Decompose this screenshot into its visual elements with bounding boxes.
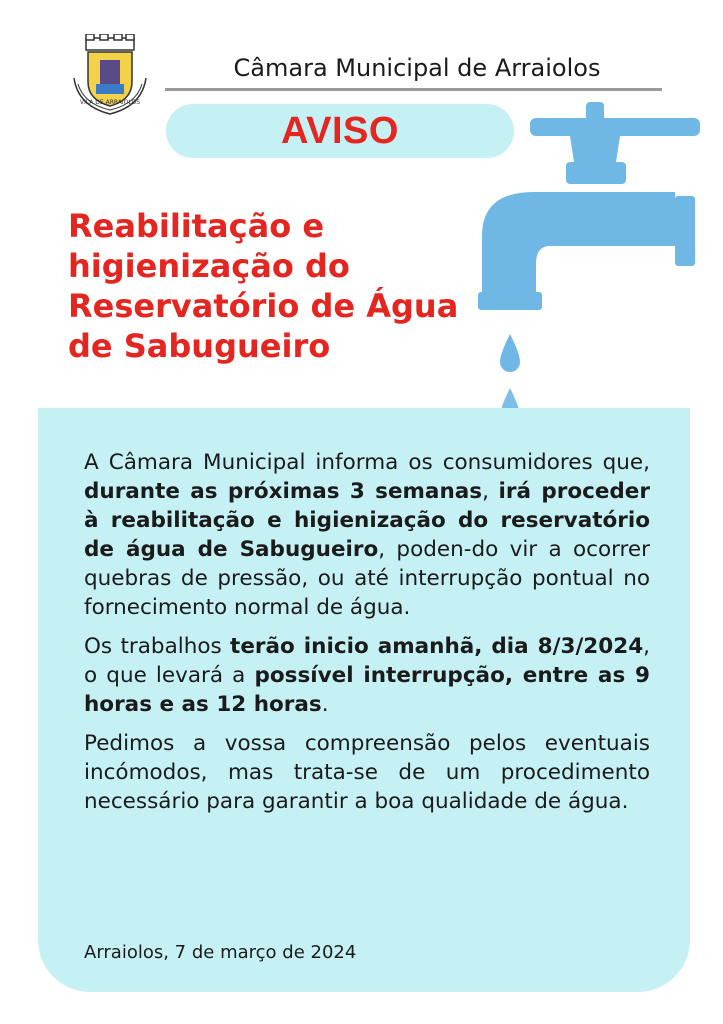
water-faucet-icon	[470, 96, 723, 456]
notice-label: AVISO	[281, 109, 399, 152]
body-emphasis: possível interrupção, entre as 9 horas e as 12 horas	[84, 663, 650, 717]
body-text: , o que levará a	[84, 634, 650, 688]
body-paragraph-3: Pedimos a vossa compreensão pelos eventuais incómodos, mas trata-se de um procedimento necessário para garantir a boa qualidade de água.	[84, 731, 650, 814]
notice-title-line: Reabilitação e	[68, 207, 325, 245]
body-text: ,	[482, 479, 499, 504]
body-text: .	[321, 692, 329, 717]
body-emphasis: irá proceder à reabilitação e higienização do reservatório de água de Sabugueiro	[84, 479, 650, 562]
notice-title-line: Reservatório de Água	[68, 287, 459, 325]
body-emphasis: durante as próximas 3 semanas	[84, 479, 483, 504]
header-divider	[165, 88, 662, 91]
notice-date: Arraiolos, 7 de março de 2024	[84, 942, 357, 963]
water-drop-icon	[500, 334, 520, 372]
notice-title-line: de Sabugueiro	[68, 327, 331, 365]
body-emphasis: terão inicio amanhã, dia 8/3/2024	[230, 634, 644, 659]
body-text: A Câmara Municipal informa os consumidores que,	[84, 450, 650, 475]
notice-label-badge	[166, 104, 514, 158]
body-text: Os trabalhos	[84, 634, 231, 659]
crest-caption: VILA DE ARRAIOLOS	[79, 99, 141, 106]
municipal-crest-icon	[64, 34, 156, 120]
body-paragraph-2	[84, 632, 650, 719]
municipality-name: Câmara Municipal de Arraiolos	[233, 54, 601, 82]
notice-title-line: higienização do	[68, 247, 350, 285]
body-paragraph-1	[84, 448, 650, 622]
notice-body	[84, 448, 650, 826]
notice-title	[68, 206, 488, 366]
body-text: , poden-do vir a ocorrer quebras de pressão, ou até interrupção pontual no fornecimento normal de água.	[84, 537, 650, 620]
